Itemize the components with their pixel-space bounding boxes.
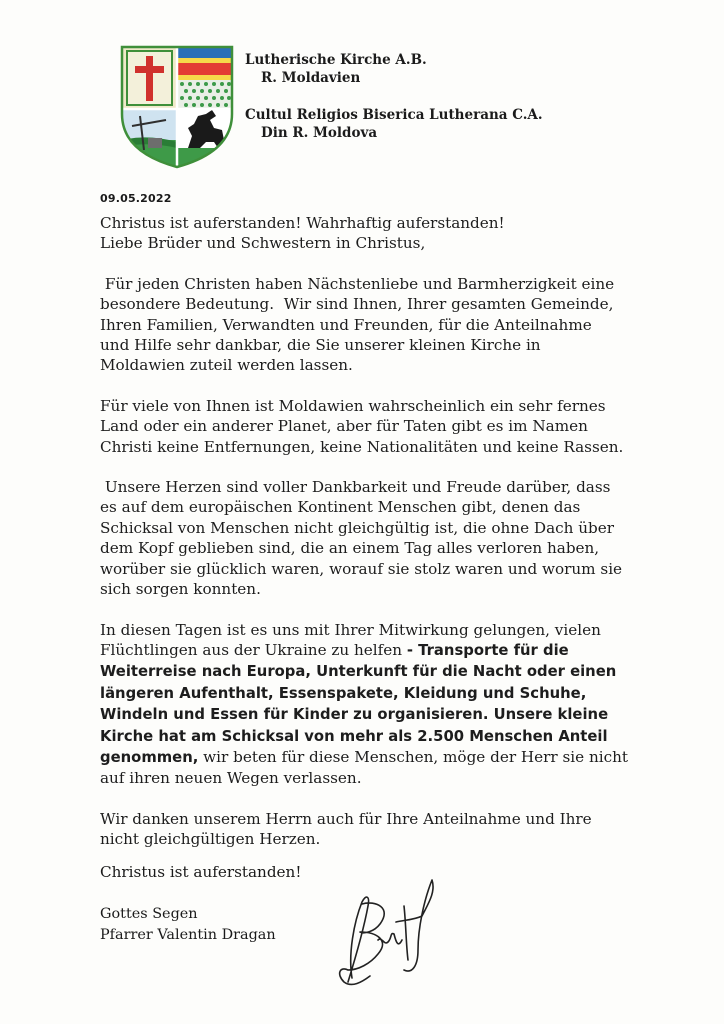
greeting-line: Christus ist auferstanden! Wahrhaftig auferstanden! xyxy=(100,214,505,232)
text-line: besondere Bedeutung. Wir sind Ihnen, Ihrer gesamten Gemeinde, xyxy=(100,295,614,314)
blessing: Gottes Segen xyxy=(100,906,198,922)
text-line: auf ihren neuen Wegen verlassen. xyxy=(100,769,362,788)
text-line: Unsere Herzen sind voller Dankbarkeit und Freude darüber, dass xyxy=(100,478,611,497)
text-run: Flüchtlingen aus der Ukraine zu helfen xyxy=(100,640,407,659)
bold-text-run: längeren Aufenthalt, Essenspakete, Kleidung und Schuhe, xyxy=(100,684,587,702)
greeting-line: Liebe Brüder und Schwestern in Christus, xyxy=(100,234,426,253)
text-line: Moldawien zuteil werden lassen. xyxy=(100,356,353,375)
country-german: R. Moldavien xyxy=(261,70,361,86)
bold-text-run: Kirche hat am Schicksal von mehr als 2.500 Menschen Anteil xyxy=(100,727,608,745)
text-line: Wir danken unserem Herrn auch für Ihre Anteilnahme und Ihre xyxy=(100,809,592,828)
paragraph-3 xyxy=(100,477,720,599)
text-line: Christi keine Entfernungen, keine Nationalitäten und keine Rassen. xyxy=(100,437,624,456)
letter-body xyxy=(100,213,720,870)
letter-date: 09.05.2022 xyxy=(100,192,172,205)
paragraph-4 xyxy=(100,620,720,789)
text-line: worüber sie glücklich waren, worauf sie stolz waren und worum sie xyxy=(100,559,623,578)
paragraph-1 xyxy=(100,274,720,376)
text-line: Schicksal von Menschen nicht gleichgültig ist, die ohne Dach über xyxy=(100,518,614,537)
text-line xyxy=(100,640,720,661)
closing-line: Christus ist auferstanden! xyxy=(100,863,302,881)
text-line xyxy=(100,726,720,747)
text-line xyxy=(100,747,720,768)
text-line xyxy=(100,661,720,682)
text-line: nicht gleichgültigen Herzen. xyxy=(100,830,321,849)
paragraph-2 xyxy=(100,396,720,457)
text-run: wir beten für diese Menschen, möge der Herr sie nicht xyxy=(198,747,628,766)
text-line xyxy=(100,683,720,704)
text-line: es auf dem europäischen Kontinent Menschen gibt, denen das xyxy=(100,498,581,517)
text-line xyxy=(100,704,720,725)
text-line: In diesen Tagen ist es uns mit Ihrer Mitwirkung gelungen, vielen xyxy=(100,620,601,639)
text-line: und Hilfe sehr dankbar, die Sie unserer kleinen Kirche in xyxy=(100,336,541,355)
signer-name: Pfarrer Valentin Dragan xyxy=(100,927,276,943)
text-line: Ihren Familien, Verwandten und Freunden, für die Anteilnahme xyxy=(100,315,592,334)
text-line: dem Kopf geblieben sind, die an einem Tag alles verloren haben, xyxy=(100,539,600,558)
church-crest-logo xyxy=(118,44,236,170)
church-name-romanian: Cultul Religios Biserica Lutherana C.A. xyxy=(245,107,543,123)
text-line: sich sorgen konnten. xyxy=(100,580,261,599)
church-name-german: Lutherische Kirche A.B. xyxy=(245,52,427,68)
paragraph-5 xyxy=(100,809,720,850)
letterhead xyxy=(245,51,543,142)
text-line: Land oder ein anderer Planet, aber für Taten gibt es im Namen xyxy=(100,417,588,436)
bold-text-run: - Transporte für die xyxy=(406,641,569,659)
text-line: Für viele von Ihnen ist Moldawien wahrscheinlich ein sehr fernes xyxy=(100,396,606,415)
signature-block xyxy=(100,904,276,946)
handwritten-signature xyxy=(318,870,448,990)
bold-text-run: Weiterreise nach Europa, Unterkunft für die Nacht oder einen xyxy=(100,663,617,681)
text-line: Für jeden Christen haben Nächstenliebe und Barmherzigkeit eine xyxy=(100,274,615,293)
country-romanian: Din R. Moldova xyxy=(261,125,378,141)
bold-text-run: genommen, xyxy=(100,748,199,766)
bold-text-run: Windeln und Essen für Kinder zu organisieren. Unsere kleine xyxy=(100,706,609,724)
greeting xyxy=(100,213,720,254)
